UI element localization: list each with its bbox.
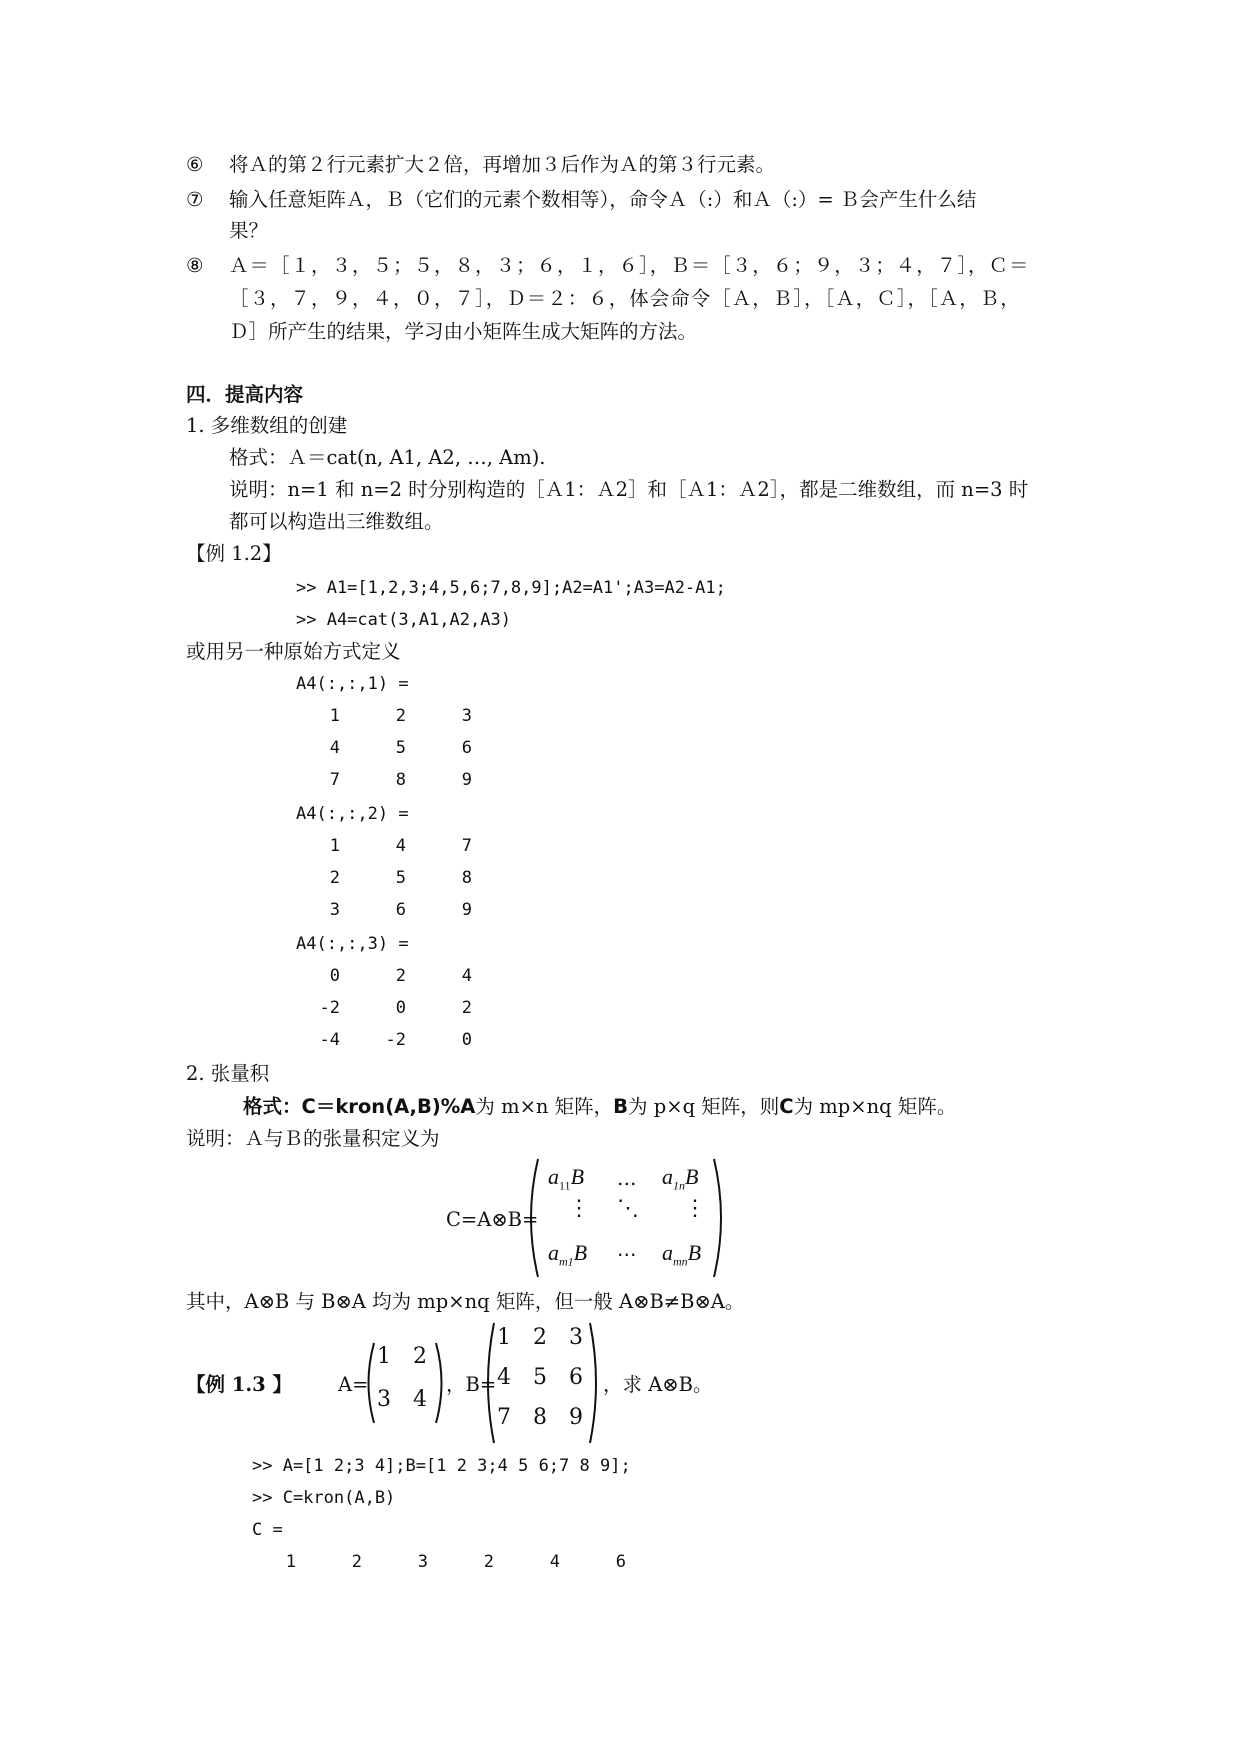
output-cell: 2 bbox=[351, 1552, 362, 1572]
item-8-line1: Ａ＝［１，３，５；５，８，３；６，１，６］，Ｂ＝［３，６；９，３；４，７］，Ｃ＝ bbox=[229, 254, 1030, 277]
item-7-line2: 果？ bbox=[229, 219, 269, 242]
matrix-cell: 2 bbox=[395, 706, 406, 726]
matrix-cell: 9 bbox=[461, 900, 472, 920]
kron-format-c: C bbox=[779, 1095, 794, 1118]
kron-format-command: C＝kron(A,B)%A bbox=[301, 1095, 476, 1118]
output-cell: 3 bbox=[417, 1552, 428, 1572]
example-1-3-cmd2: >> C=kron(A,B) bbox=[252, 1488, 396, 1508]
item-8-line3: Ｄ］所产生的结果，学习由小矩阵生成大矩阵的方法。 bbox=[229, 320, 698, 343]
matrix-b-cell: 2 bbox=[533, 1325, 547, 1350]
example-1-3-a-label: A= bbox=[338, 1373, 369, 1396]
formula-cell-vdots: ⋮ bbox=[568, 1196, 590, 1221]
cat-format: 格式：Ａ＝cat(n, A1, A2, …, Am). bbox=[229, 446, 546, 469]
formula-cell-amnB: $a_{mn}B$ bbox=[662, 1240, 702, 1269]
matrix-cell: 6 bbox=[461, 738, 472, 758]
matrix-cell: 2 bbox=[395, 966, 406, 986]
output-cell: 2 bbox=[483, 1552, 494, 1572]
kron-format-text2: 为 p×q 矩阵，则 bbox=[628, 1095, 780, 1118]
example-1-3-cmd1: >> A=[1 2;3 4];B=[1 2 3;4 5 6;7 8 9]; bbox=[252, 1456, 631, 1476]
matrix-cell: 4 bbox=[461, 966, 472, 986]
formula-cell-dots: … bbox=[617, 1167, 637, 1190]
output-cell: 4 bbox=[549, 1552, 560, 1572]
matrix-b-cell: 1 bbox=[497, 1325, 511, 1350]
cat-note-line2: 都可以构造出三维数组。 bbox=[229, 510, 444, 533]
subsection-1-title: 1. 多维数组的创建 bbox=[186, 414, 348, 437]
item-7-line1: 输入任意矩阵Ａ，Ｂ（它们的元素个数相等），命令Ａ（:）和Ａ（:）= Ｂ会产生什么结 bbox=[229, 188, 977, 211]
alt-definition-text: 或用另一种原始方式定义 bbox=[186, 640, 401, 663]
slice-2-label: A4(:,:,2) = bbox=[296, 804, 409, 824]
matrix-cell: 5 bbox=[395, 738, 406, 758]
matrix-cell: 7 bbox=[329, 770, 340, 790]
example-1-3-label: 【例 1.3 】 bbox=[186, 1373, 293, 1396]
formula-cell-vdots: ⋮ bbox=[684, 1196, 706, 1221]
formula-cell-am1B: $a_{m1}B$ bbox=[548, 1240, 588, 1269]
cat-note-line1: 说明：n=1 和 n=2 时分别构造的［Ａ1：Ａ2］和［Ａ1：Ａ2］，都是二维数组，而 n=3 时 bbox=[229, 478, 1029, 501]
section-heading: 四．提高内容 bbox=[186, 383, 304, 406]
example-1-3-output-label: C = bbox=[252, 1520, 283, 1540]
formula-cell-a11B: $a_{11}B$ bbox=[548, 1164, 585, 1193]
formula-cell-ddots: ⋱ bbox=[617, 1196, 639, 1221]
example-1-2-label: 【例 1.2】 bbox=[186, 542, 282, 565]
subsection-2-title: 2. 张量积 bbox=[186, 1062, 270, 1085]
formula-cell-cdots: ⋯ bbox=[617, 1243, 637, 1266]
matrix-b-cell: 9 bbox=[569, 1405, 583, 1430]
matrix-a-cell: 3 bbox=[377, 1387, 391, 1412]
example-1-2-cmd1: >> A1=[1,2,3;4,5,6;7,8,9];A2=A1';A3=A2-A1; bbox=[296, 578, 726, 598]
kron-format-text3: 为 mp×nq 矩阵。 bbox=[793, 1095, 957, 1118]
matrix-a-cell: 1 bbox=[377, 1344, 391, 1369]
matrix-a-cell: 2 bbox=[413, 1344, 427, 1369]
kron-format-text: 为 m×n 矩阵， bbox=[475, 1095, 614, 1118]
matrix-cell: 7 bbox=[461, 836, 472, 856]
matrix-cell: 3 bbox=[329, 900, 340, 920]
kron-remark: 其中，A⊗B 与 B⊗A 均为 mp×nq 矩阵，但一般 A⊗B≠B⊗A。 bbox=[186, 1290, 745, 1313]
kron-format bbox=[243, 1095, 956, 1119]
matrix-b-cell: 3 bbox=[569, 1325, 583, 1350]
item-8-line2: ［３，７，９，４，０，７］，Ｄ＝２：６，体会命令［Ａ，Ｂ］，［Ａ，Ｃ］，［Ａ，Ｂ， bbox=[229, 287, 1021, 310]
matrix-cell: 4 bbox=[329, 738, 340, 758]
matrix-cell: 1 bbox=[329, 706, 340, 726]
matrix-b-cell: 6 bbox=[569, 1365, 583, 1390]
output-cell: 1 bbox=[285, 1552, 296, 1572]
matrix-a-cell: 4 bbox=[413, 1387, 427, 1412]
slice-3-label: A4(:,:,3) = bbox=[296, 934, 409, 954]
matrix-cell: 8 bbox=[461, 868, 472, 888]
kron-format-label: 格式： bbox=[243, 1095, 302, 1118]
matrix-cell: 0 bbox=[395, 998, 406, 1018]
matrix-cell: 2 bbox=[329, 868, 340, 888]
matrix-cell: -2 bbox=[385, 1030, 406, 1050]
example-1-3-tail: ，求 A⊗B。 bbox=[603, 1373, 713, 1396]
matrix-b-cell: 4 bbox=[497, 1365, 511, 1390]
matrix-b-cell: 5 bbox=[533, 1365, 547, 1390]
matrix-cell: -2 bbox=[319, 998, 340, 1018]
matrix-b-cell: 8 bbox=[533, 1405, 547, 1430]
formula-lhs: C=A⊗B= bbox=[446, 1208, 539, 1231]
item-6-text: 将Ａ的第２行元素扩大２倍，再增加３后作为Ａ的第３行元素。 bbox=[229, 153, 776, 176]
matrix-b-cell: 7 bbox=[497, 1405, 511, 1430]
formula-cell-a1nB: $a_{1n}B$ bbox=[662, 1164, 699, 1193]
kron-format-b: B bbox=[613, 1095, 629, 1118]
matrix-cell: 9 bbox=[461, 770, 472, 790]
slice-1-label: A4(:,:,1) = bbox=[296, 674, 409, 694]
kron-note: 说明：Ａ与Ｂ的张量积定义为 bbox=[186, 1127, 440, 1150]
item-8-marker: ⑧ bbox=[186, 254, 204, 277]
matrix-cell: 6 bbox=[395, 900, 406, 920]
example-1-2-cmd2: >> A4=cat(3,A1,A2,A3) bbox=[296, 610, 511, 630]
matrix-cell: 4 bbox=[395, 836, 406, 856]
matrix-cell: 8 bbox=[395, 770, 406, 790]
matrix-cell: 2 bbox=[461, 998, 472, 1018]
matrix-cell: -4 bbox=[319, 1030, 340, 1050]
matrix-cell: 0 bbox=[329, 966, 340, 986]
item-7-marker: ⑦ bbox=[186, 188, 204, 211]
matrix-cell: 5 bbox=[395, 868, 406, 888]
matrix-cell: 1 bbox=[329, 836, 340, 856]
output-cell: 6 bbox=[615, 1552, 626, 1572]
matrix-cell: 3 bbox=[461, 706, 472, 726]
example-1-3-b-label: ，B= bbox=[446, 1373, 497, 1396]
item-6-marker: ⑥ bbox=[186, 153, 204, 176]
matrix-cell: 0 bbox=[461, 1030, 472, 1050]
